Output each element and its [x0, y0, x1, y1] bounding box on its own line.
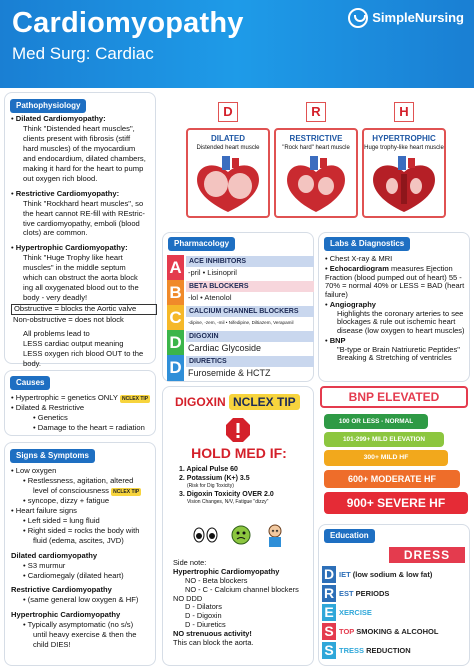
dress-letter: S [322, 642, 336, 659]
dress-letter: R [323, 585, 335, 602]
dilated-title: • Dilated Cardiomyopathy: [11, 114, 106, 123]
restrictive-ss-item: • (same general low oxygen & HF) [23, 595, 139, 605]
pathophysiology-body [11, 115, 157, 370]
text-line: ing all oxygenated blood out to the [23, 283, 139, 293]
heart-title-restrictive: RESTRICTIVE [289, 134, 343, 143]
pharm-letter: D [167, 355, 184, 381]
pharm-example: Furosemide & HCTZ [188, 368, 271, 378]
nausea-icon [229, 523, 253, 547]
text-line: tive cardiomyopathy, emboli (blood [23, 218, 140, 228]
causes-item: • Hypertrophic = genetics ONLY NCLEX TIP [11, 393, 149, 402]
hold-item-toxicity: 3. Digoxin Toxicity OVER 2.0 [179, 490, 274, 498]
hf-item: fluid (edema, ascites, JVD) [33, 535, 124, 545]
heart-title-dilated: DILATED [210, 134, 246, 143]
text-line: muscles" in the middle septum [23, 263, 126, 273]
nclex-tip-badge: NCLEX TIP [113, 488, 140, 495]
pharm-row [167, 330, 315, 356]
digoxin-title-b: NCLEX TIP [229, 394, 300, 410]
text-line: the heart cannot RE-fill with REstric- [23, 208, 145, 218]
brand [348, 8, 464, 28]
dress-detail: REDUCTION [364, 646, 411, 655]
causes-item: • Dilated & Restrictive [11, 403, 85, 413]
dress-letter: E [322, 604, 336, 621]
causes-body [11, 393, 157, 433]
pharm-letter: B [167, 280, 184, 306]
dress-word: TOP [339, 627, 355, 636]
hold-med-title: HOLD MED IF: [191, 445, 287, 461]
side-note-title: Hypertrophic Cardiomyopathy [173, 566, 280, 576]
lab-item-bnp: • BNP "B-type or Brain Natriuretic Peptides" Breaking & Stretching of ventricles [325, 335, 460, 363]
side-note-label: Side note: [173, 558, 207, 567]
low-oxygen-item: • syncope, dizzy + fatigue [23, 495, 110, 505]
education-label: Education [324, 529, 375, 543]
pharm-example: Cardiac Glycoside [188, 343, 262, 353]
side-note-item: NO DDD [173, 593, 203, 603]
nclex-tip-badge: NCLEX TIP [121, 396, 149, 402]
pharm-class: DIURETICS [186, 356, 314, 367]
low-oxygen-title: • Low oxygen [11, 466, 57, 475]
hypertrophic-title: • Hypertrophic Cardiomyopathy: [11, 243, 128, 253]
hold-item-risk: (Risk for Dig Toxicity) [187, 483, 234, 490]
causes-item: • Genetics [33, 413, 68, 423]
heart-card-dilated [186, 128, 270, 218]
side-note-item: D - Dilators [185, 602, 222, 612]
heart-card-hypertrophic [362, 128, 446, 218]
labs-label: Labs & Diagnostics [324, 237, 410, 251]
digoxin-card [162, 386, 314, 666]
page-header [0, 0, 474, 88]
heart-title-hypertrophic: HYPERTROPHIC [372, 134, 436, 143]
dress-word: TRESS [339, 646, 365, 655]
causes-item: • Damage to the heart = radiation [33, 423, 145, 433]
text-line: All problems lead to [23, 329, 90, 339]
hypertrophic-text [11, 254, 157, 303]
pharm-row [167, 305, 315, 331]
pharmacology-card [162, 232, 314, 382]
heart-restrictive-icon [276, 156, 356, 216]
hf-item: • Left sided = lung fluid [23, 515, 100, 525]
labs-card [318, 232, 470, 382]
bnp-level-bar: 101-299+ MILD ELEVATION [324, 432, 444, 447]
brand-logo-icon [348, 8, 368, 28]
dress-word: IET [339, 570, 351, 579]
pathophysiology-card [4, 92, 156, 368]
dress-word: XERCISE [339, 608, 372, 617]
signs-card [4, 442, 156, 666]
restrictive-ss-title: Restrictive Cardiomyopathy [11, 585, 112, 595]
dress-letter: S [322, 623, 336, 640]
heart-card-restrictive [274, 128, 358, 218]
dress-row [322, 642, 464, 660]
summary-text [11, 330, 157, 369]
signs-label: Signs & Symptoms [10, 449, 95, 463]
heart-dilated-icon [188, 156, 268, 216]
pharm-example: -lol • Atenolol [188, 293, 232, 302]
dress-text [339, 570, 432, 579]
dilated-ss-title: Dilated cardiomyopathy [11, 550, 98, 560]
dress-row [322, 623, 464, 641]
dress-text [339, 589, 389, 598]
side-note-item: D - Diuretics [185, 620, 226, 630]
pharm-class: ACE INHIBITORS [186, 256, 314, 267]
dress-letter: D [323, 566, 335, 583]
dress-detail: (low sodium & low fat) [350, 570, 433, 579]
dress-detail: PERIODS [353, 589, 390, 598]
dress-row [322, 566, 464, 584]
heart-subtitle-dilated: Distended heart muscle [196, 144, 260, 151]
nonobstructive-note: Non-obstructive = does not block [13, 315, 124, 325]
text-line: Think "Distended heart muscles", [23, 123, 135, 133]
text-line: Think "Huge Trophy like heart [23, 253, 123, 263]
pharm-example: -pril • Lisinopril [188, 268, 237, 277]
dilated-ss-item: • Cardiomegaly (dilated heart) [23, 570, 124, 580]
labs-body [325, 255, 469, 364]
signs-body [11, 467, 157, 651]
text-line: Think "Rockhard heart muscles", so [23, 198, 144, 208]
drh-panel [160, 92, 470, 228]
dress-text [339, 627, 438, 636]
hypertrophic-ss-item: until heavy exercise & then the [33, 630, 137, 640]
restrictive-title: • Restrictive Cardiomyopathy: [11, 188, 120, 198]
page-subtitle: Med Surg: Cardiac [12, 44, 154, 63]
side-note-item: NO - C - Calcium channel blockers [185, 584, 299, 594]
eyes-icon [193, 527, 219, 543]
heart-subtitle-hypertrophic: Huge trophy-like heart muscle [364, 144, 444, 151]
causes-card [4, 370, 156, 436]
side-note-end: This can block the aorta. [173, 637, 254, 647]
low-oxygen-item: • Restlessness, agitation, altered [23, 475, 134, 485]
text-line: which can obstruct the aorta block [23, 273, 138, 283]
dress-title: DRESS [389, 547, 465, 563]
toxicity-icons [193, 523, 293, 549]
hypertrophic-ss-title: Hypertrophic Cardiomyopathy [11, 610, 121, 620]
letter-r: R [306, 102, 326, 122]
text-line: making it hard for the heart to pump [23, 163, 144, 173]
dress-detail: SMOKING & ALCOHOL [354, 627, 439, 636]
lab-item-echo: • Echocardiogram measures Ejection Fraction (blood pumped out of heart) 55 - 70% = normal 40% or LESS = BAD (heart failure) [325, 263, 465, 300]
dress-row [322, 585, 464, 603]
hold-item-potassium: 2. Potassium (K+) 3.5 [179, 475, 250, 483]
heart-subtitle-restrictive: "Rock hard" heart muscle [282, 144, 350, 151]
text-line: clots) are common. [23, 228, 88, 238]
text-line: hard muscles) of the myocardium [23, 143, 136, 153]
hypertrophic-ss-item: • Typically asymptomatic (no s/s) [23, 620, 134, 630]
pharm-letter: D [167, 330, 184, 356]
hf-title: • Heart failure signs [11, 505, 77, 515]
bnp-level-bar: 100 OR LESS - NORMAL [324, 414, 428, 429]
pharm-letter: A [167, 255, 184, 281]
side-note [173, 559, 313, 648]
dress-word: EST [339, 589, 354, 598]
side-note-item: D - Digoxin [185, 611, 222, 621]
page-title: Cardiomyopathy [12, 7, 244, 39]
pharm-row [167, 355, 315, 381]
hold-item-vision: Vision Changes, N/V, Fatigue "dizzy" [187, 498, 269, 505]
pharm-class: BETA BLOCKERS [186, 281, 314, 292]
pharmacology-list [163, 255, 315, 383]
stop-sign-icon [225, 417, 251, 443]
bnp-level-bar: 900+ SEVERE HF [324, 492, 468, 514]
pharm-class: CALCIUM CHANNEL BLOCKERS [186, 306, 314, 317]
pathophysiology-label: Pathophysiology [10, 99, 86, 113]
hold-item-pulse: 1. Apical Pulse 60 [179, 466, 238, 473]
hf-item: • Right sided = rocks the body with [23, 525, 140, 535]
pharm-class: DIGOXIN [186, 331, 314, 342]
pharm-example: -dipine, -zem, -mil • Nifedipine, Diltiazem, Verapamil [188, 320, 294, 325]
side-note-strong: NO strenuous activity! [173, 629, 252, 638]
causes-label: Causes [10, 376, 50, 390]
pharm-row [167, 280, 315, 306]
dilated-ss-item: • S3 murmur [23, 560, 66, 570]
digoxin-title [175, 395, 300, 409]
dress-row [322, 604, 464, 622]
letter-h: H [394, 102, 414, 122]
text-line: body. [23, 358, 42, 368]
heart-hypertrophic-icon [364, 156, 444, 216]
dress-text [339, 646, 411, 655]
bnp-title: BNP ELEVATED [320, 386, 468, 408]
text-line: clients present with fibrosis (stiff [23, 133, 131, 143]
lab-item-xray: • Chest X-ray & MRI [325, 254, 393, 263]
text-line: and endocardium, dilated chambers, [23, 153, 146, 163]
bnp-level-bar: 600+ MODERATE HF [324, 470, 460, 488]
pharm-letter: C [167, 305, 184, 331]
text-line: body - very deadly! [23, 293, 88, 303]
low-oxygen-item: level of consciousness NCLEX TIP [33, 485, 140, 495]
text-line: out oxygen rich blood. [23, 173, 98, 183]
lab-item-angio: • Angiography Highlights the coronary arteries to see blockages & rule out ischemic heart disease (low oxygen to heart muscles) [325, 299, 465, 336]
dilated-text [11, 125, 157, 184]
hold-criteria [179, 465, 311, 505]
letter-d: D [218, 102, 238, 122]
bnp-level-bar: 300+ MILD HF [324, 450, 448, 466]
obstructive-note: Obstructive = blocks the Aortic valve [11, 304, 157, 315]
dress-text [339, 608, 372, 617]
dizzy-person-icon [263, 523, 287, 549]
digoxin-title-a: DIGOXIN [175, 395, 226, 409]
pharm-row [167, 255, 315, 281]
text-line: LESS oxygen rich blood OUT to the [23, 348, 144, 358]
side-note-item: NO - Beta blockers [185, 575, 248, 585]
pharmacology-label: Pharmacology [168, 237, 235, 251]
brand-name: SimpleNursing [372, 10, 464, 26]
restrictive-text [11, 200, 157, 239]
text-line: LESS cardiac output meaning [23, 339, 124, 349]
hypertrophic-ss-item: child DIES! [33, 640, 71, 650]
